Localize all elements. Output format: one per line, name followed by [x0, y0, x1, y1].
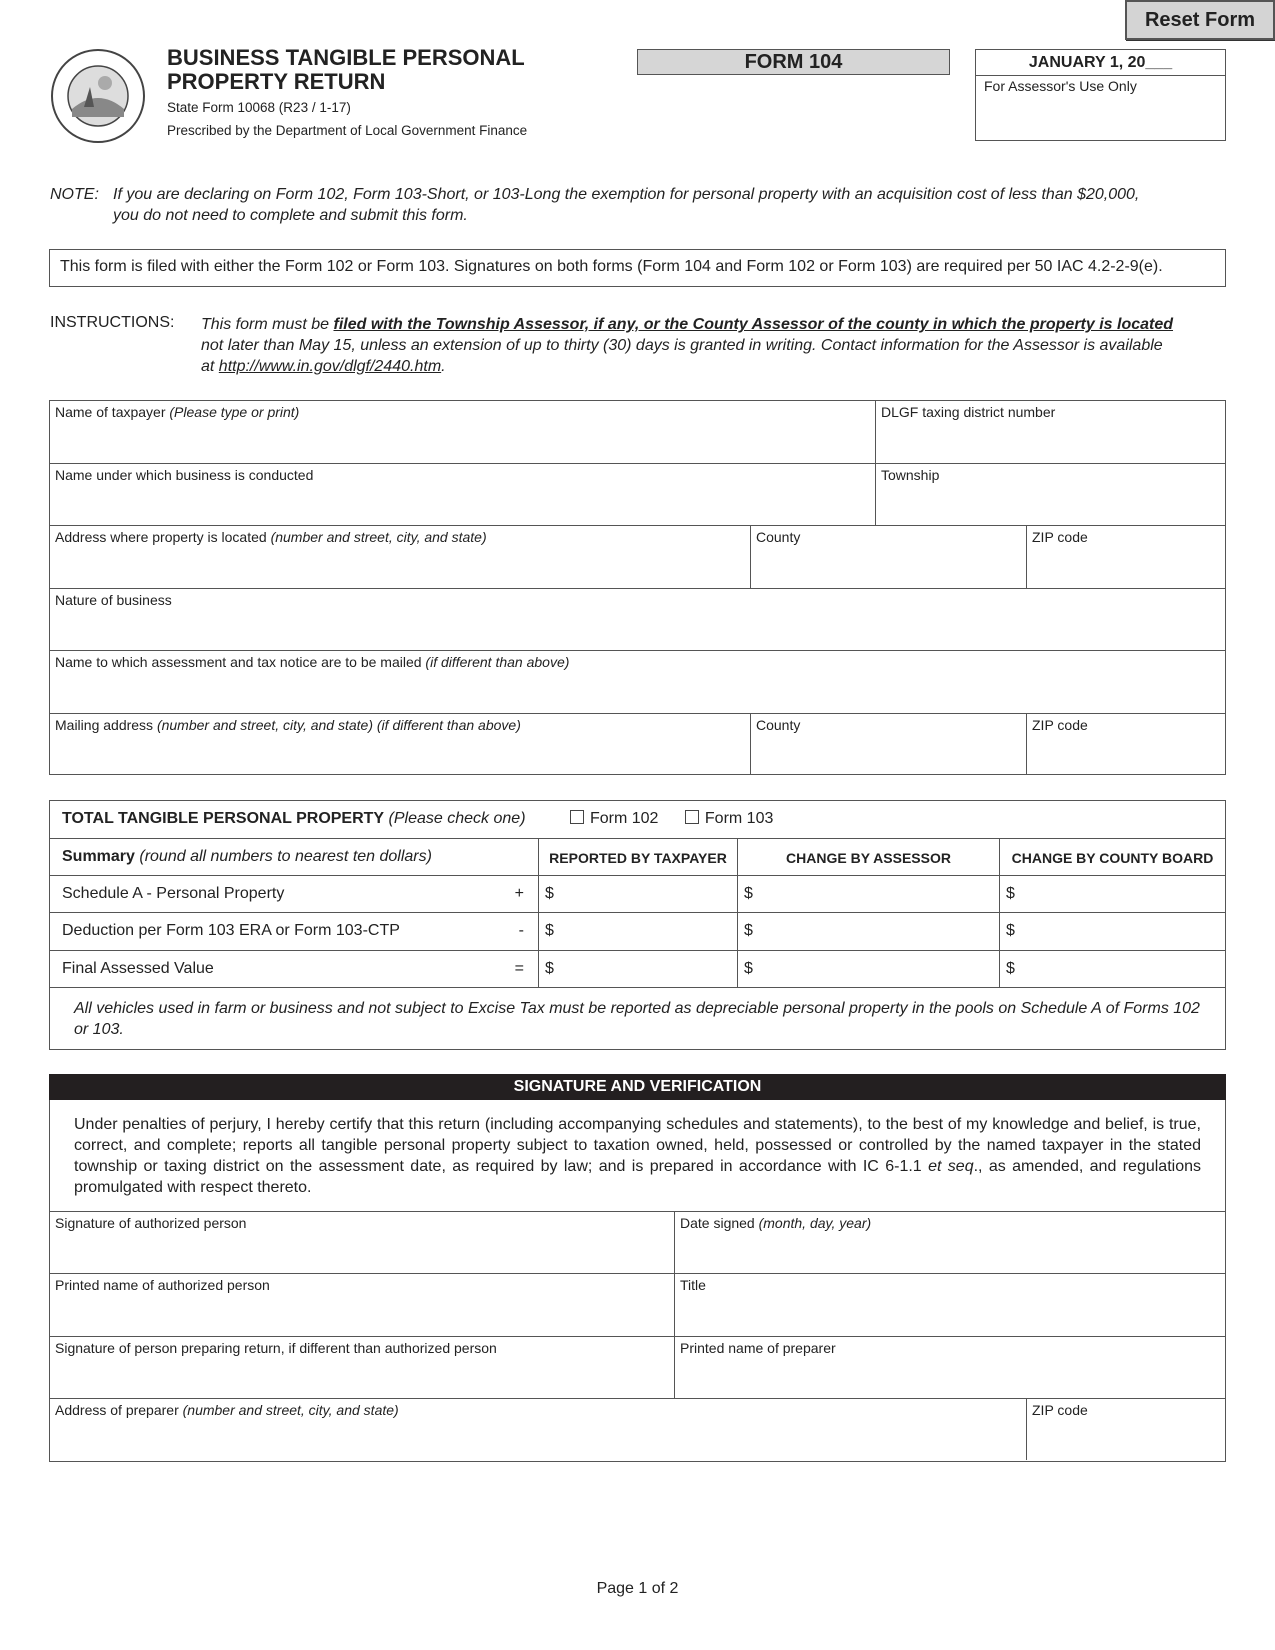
preparer-printed-name-field[interactable]: Printed name of preparer: [675, 1337, 1225, 1399]
preparer-signature-field[interactable]: Signature of person preparing return, if different than authorized person: [50, 1337, 675, 1399]
row-operator: -: [518, 922, 524, 939]
dollar-sign: $: [545, 960, 554, 977]
property-address-field[interactable]: Address where property is located (number and street, city, and state): [50, 526, 751, 589]
change-by-county-board-input[interactable]: [1000, 876, 1225, 913]
filing-notice: This form is filed with either the Form 102 or Form 103. Signatures on both forms (Form 104 and Form 102 or Form 103) are required per 50 IAC 4.2-2-9(e).: [49, 249, 1226, 287]
form-number-badge: FORM 104: [637, 49, 950, 75]
dollar-sign: $: [744, 885, 753, 902]
row-label: Schedule A - Personal Property: [62, 885, 285, 902]
change-by-county-board-input[interactable]: [1000, 951, 1225, 988]
business-name-field[interactable]: Name under which business is conducted: [50, 464, 876, 526]
authorized-signature-field[interactable]: Signature of authorized person: [50, 1212, 675, 1274]
indiana-state-seal-logo: [50, 47, 146, 145]
dollar-sign: $: [1006, 922, 1015, 939]
signature-section-header: SIGNATURE AND VERIFICATION: [49, 1074, 1226, 1100]
preparer-address-field[interactable]: Address of preparer (number and street, city, and state): [50, 1399, 1027, 1460]
note-label: NOTE:: [50, 186, 99, 203]
summary-row-label: [50, 951, 539, 988]
prescribed-by: Prescribed by the Department of Local Government Finance: [167, 123, 528, 138]
vehicles-note: All vehicles used in farm or business and not subject to Excise Tax must be reported as depreciable personal property in the pools on Schedule A of Forms 102 or 103.: [74, 1000, 1200, 1038]
perjury-statement: Under penalties of perjury, I hereby certify that this return (including accompanying schedules and statements), to the best of my knowledge and belief, is true, correct, and complete; reports all tangible personal property subject to taxation owned, held, possessed or controlled by the named taxpayer in the stated township or taxing district on the assessment date, as required by law; and is prepared in accordance with IC 6-1.1 et seq., as amended, and regulations promulgated with respect thereto.: [49, 1100, 1226, 1212]
mailing-address-field[interactable]: Mailing address (number and street, city, and state) (if different than above): [50, 714, 751, 774]
mailing-zip-field[interactable]: ZIP code: [1032, 717, 1088, 733]
reported-by-taxpayer-input[interactable]: [539, 913, 738, 951]
row-label: (round all numbers to nearest ten dollars): [134, 848, 432, 865]
county-field[interactable]: County: [751, 526, 1027, 589]
state-form-number: State Form 10068 (R23 / 1-17): [167, 100, 351, 115]
mailing-name-field[interactable]: Name to which assessment and tax notice are to be mailed (if different than above): [50, 651, 1225, 714]
assessor-link[interactable]: http://www.in.gov/dlgf/2440.htm: [218, 358, 442, 375]
col-change-by-assessor: CHANGE BY ASSESSOR: [738, 839, 1000, 876]
summary-row-label: [50, 913, 539, 951]
row-operator: +: [514, 885, 524, 902]
assessor-use-box: JANUARY 1, 20___ For Assessor's Use Only: [975, 49, 1226, 141]
dollar-sign: $: [1006, 885, 1015, 902]
row-operator: Form 103: [704, 810, 774, 827]
change-by-assessor-input[interactable]: [738, 876, 1000, 913]
zip-field[interactable]: ZIP code: [1027, 526, 1225, 589]
row-label: Summary: [62, 848, 135, 865]
row-label: (Please check one): [384, 810, 526, 827]
mailing-county-field[interactable]: County: [751, 714, 1027, 774]
dollar-sign: $: [744, 922, 753, 939]
change-by-assessor-input[interactable]: [738, 951, 1000, 988]
row-label: Deduction per Form 103 ERA or Form 103-CTP: [62, 922, 400, 939]
col-reported-by-taxpayer: REPORTED BY TAXPAYER: [539, 839, 738, 876]
dollar-sign: $: [545, 922, 554, 939]
form-title: BUSINESS TANGIBLE PERSONAL PROPERTY RETURN: [167, 45, 525, 94]
taxpayer-name-field[interactable]: Name of taxpayer (Please type or print): [50, 401, 876, 464]
preparer-zip-field[interactable]: ZIP code: [1032, 1402, 1088, 1418]
reported-by-taxpayer-input[interactable]: [539, 951, 738, 988]
form-103-checkbox[interactable]: [685, 810, 699, 824]
form-102-checkbox[interactable]: [570, 810, 584, 824]
change-by-assessor-input[interactable]: [738, 913, 1000, 951]
dollar-sign: $: [744, 960, 753, 977]
page-number: Page 1 of 2: [596, 1580, 679, 1597]
row-label: TOTAL TANGIBLE PERSONAL PROPERTY: [62, 810, 385, 827]
dollar-sign: $: [545, 885, 554, 902]
row-label: Final Assessed Value: [62, 960, 214, 977]
district-number-field[interactable]: DLGF taxing district number: [876, 401, 1225, 464]
summary-row-label: [50, 876, 539, 913]
date-signed-field[interactable]: Date signed (month, day, year): [675, 1212, 1225, 1274]
note-text: If you are declaring on Form 102, Form 103-Short, or 103-Long the exemption for personal property with an acquisition cost of less than $20,000, you do not need to complete and submit this form.: [113, 186, 1140, 224]
reset-form-button[interactable]: Reset Form: [1125, 0, 1275, 40]
nature-of-business-field[interactable]: Nature of business: [50, 589, 1225, 651]
col-change-by-county-board: CHANGE BY COUNTY BOARD: [1000, 839, 1225, 876]
total-property-header: [50, 801, 1225, 839]
printed-name-field[interactable]: Printed name of authorized person: [50, 1274, 675, 1337]
instructions-text: This form must be filed with the Township Assessor, if any, or the County Assessor of the county in which the property is located not later than May 15, unless an extension of up to thirty (30) days is granted in writing. Contact information for the Assessor is available at http://www.in.gov/dlgf/2440.htm.: [201, 316, 1174, 375]
summary-label: [50, 839, 539, 876]
title-field[interactable]: Title: [675, 1274, 1225, 1337]
row-operator: =: [514, 960, 524, 977]
township-field[interactable]: Township: [876, 464, 1225, 526]
instructions-label: INSTRUCTIONS:: [50, 314, 175, 331]
row-operator: Form 102: [589, 810, 659, 827]
reported-by-taxpayer-input[interactable]: [539, 876, 738, 913]
change-by-county-board-input[interactable]: [1000, 913, 1225, 951]
signature-table: [49, 1212, 1226, 1462]
summary-table: [49, 800, 1226, 1050]
dollar-sign: $: [1006, 960, 1015, 977]
taxpayer-info-table: [49, 400, 1226, 775]
